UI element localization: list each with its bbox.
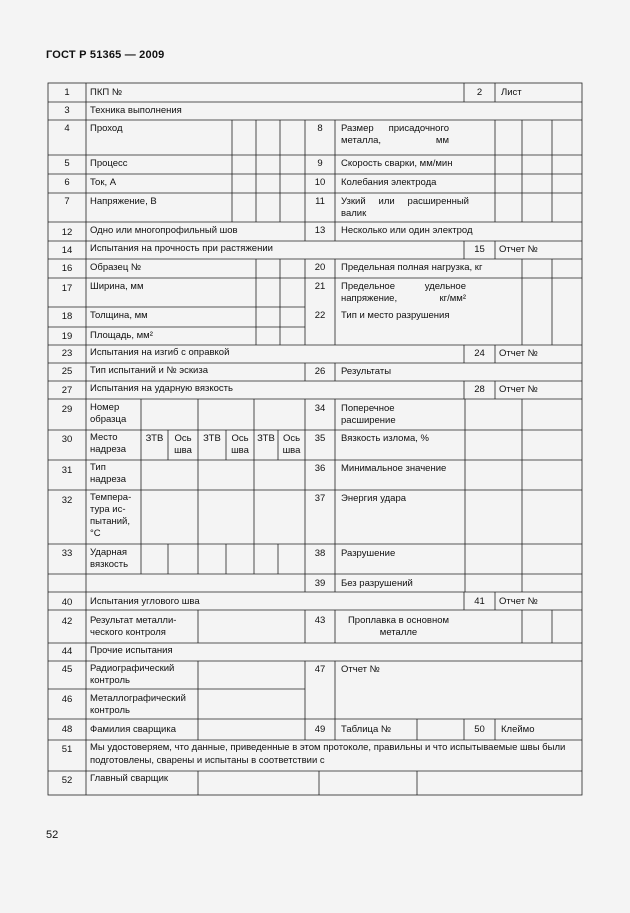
- row-number: 51: [61, 744, 73, 755]
- row-number: 4: [64, 123, 70, 134]
- field-label-no-fracture: Без разрушений: [341, 578, 413, 589]
- field-label-report-no: Отчет №: [341, 664, 380, 675]
- field-label-penetration: Проплавка в основном металле: [347, 615, 450, 638]
- field-label-seam-profile: Одно или многопрофильный шов: [90, 225, 238, 236]
- row-number: 34: [314, 403, 326, 414]
- field-label-notch-type: Тип надреза: [90, 462, 127, 485]
- row-number: 30: [61, 434, 73, 445]
- field-label-current: Ток, А: [90, 177, 117, 188]
- field-label-notch-location: Место надреза: [90, 432, 127, 455]
- row-number: 32: [61, 495, 73, 506]
- field-label-ultimate-load: Предельная полная нагрузка, кг: [341, 262, 483, 273]
- field-label-test-type-sketch: Тип испытаний и № эскиза: [90, 365, 209, 376]
- row-number: 27: [61, 385, 73, 396]
- row-number: 18: [61, 311, 73, 322]
- section-title-impact: Испытания на ударную вязкость: [90, 383, 233, 394]
- field-label-voltage: Напряжение, В: [90, 196, 157, 207]
- field-label-minimum-value: Минимальное значение: [341, 463, 447, 474]
- row-number: 25: [61, 366, 73, 377]
- certification-statement: Мы удостоверяем, что данные, приведенные в этом протоколе, правильны и что испытываемые швы были подготовлены, сварены и испытаны в соответствии с: [90, 742, 566, 766]
- row-number: 41: [474, 596, 485, 607]
- row-number: 29: [61, 404, 73, 415]
- row-number: 50: [474, 724, 485, 735]
- row-number: 2: [476, 87, 483, 98]
- section-title-tensile: Испытания на прочность при растяжении: [90, 243, 273, 254]
- row-number: 24: [474, 348, 485, 359]
- field-label-sheet: Лист: [501, 87, 522, 98]
- field-label-pass: Проход: [90, 123, 123, 134]
- field-label-report-no: Отчет №: [499, 348, 538, 359]
- row-number: 5: [64, 158, 70, 169]
- row-number: 38: [314, 548, 326, 559]
- row-number: 21: [314, 281, 326, 292]
- field-label-lateral-expansion: Поперечное расширение: [341, 403, 396, 426]
- field-label-impact-energy: Энергия удара: [341, 493, 407, 504]
- column-label-haz: ЗТВ: [203, 433, 221, 444]
- row-number: 22: [314, 310, 326, 321]
- row-number: 6: [64, 177, 70, 188]
- field-label-specimen-number: Номер образца: [90, 402, 127, 425]
- row-number: 39: [314, 578, 326, 589]
- field-label-thickness: Толщина, мм: [90, 310, 148, 321]
- field-label-impact-toughness: Ударная вязкость: [90, 547, 129, 570]
- field-label-fracture-type: Тип и место разрушения: [341, 310, 450, 321]
- row-number: 14: [61, 245, 73, 256]
- row-number: 49: [314, 724, 326, 735]
- field-label-report-no: Отчет №: [499, 244, 538, 255]
- column-label-haz: ЗТВ: [145, 433, 164, 444]
- field-label-radiographic: Радиографический контроль: [90, 663, 175, 686]
- field-label-pkp: ПКП №: [90, 87, 123, 98]
- column-label-weld-axis: Ось шва: [231, 433, 249, 456]
- field-label-technique: Техника выполнения: [90, 105, 182, 116]
- field-label-welder-name: Фамилия сварщика: [90, 724, 177, 735]
- field-label-electrode-count: Несколько или один электрод: [341, 225, 473, 236]
- row-number: 8: [317, 123, 323, 134]
- column-label-haz: ЗТВ: [257, 433, 275, 444]
- row-number: 12: [61, 227, 73, 238]
- field-label-test-temperature: Темпера-тура ис-пытаний, °С: [90, 492, 132, 539]
- row-number: 13: [314, 225, 326, 236]
- field-label-electrode-oscillation: Колебания электрода: [341, 177, 437, 188]
- row-number: 52: [61, 775, 73, 786]
- row-number: 33: [61, 548, 73, 559]
- field-label-width: Ширина, мм: [90, 281, 144, 292]
- field-label-fracture: Разрушение: [341, 548, 396, 559]
- field-label-table-no: Таблица №: [341, 724, 392, 735]
- row-number: 28: [474, 384, 485, 395]
- row-number: 17: [61, 283, 73, 294]
- field-label-chief-welder: Главный сварщик: [90, 773, 169, 784]
- row-number: 11: [315, 196, 325, 207]
- row-number: 45: [61, 664, 73, 675]
- page-number: 52: [46, 829, 59, 841]
- section-title-other-tests: Прочие испытания: [90, 645, 173, 656]
- row-number: 48: [61, 724, 73, 735]
- row-number: 19: [61, 331, 73, 342]
- field-label-welding-speed: Скорость сварки, мм/мин: [341, 158, 453, 169]
- field-label-metallographic: Металлографический контроль: [90, 693, 186, 716]
- row-number: 37: [314, 493, 326, 504]
- row-number: 20: [314, 262, 326, 273]
- row-number: 3: [64, 105, 70, 116]
- row-number: 46: [61, 694, 73, 705]
- field-label-results: Результаты: [341, 366, 392, 377]
- field-label-bead-type: Узкий или расширенный валик: [341, 196, 469, 219]
- row-number: 36: [314, 463, 326, 474]
- page-header: ГОСТ Р 51365 — 2009: [46, 49, 165, 61]
- row-number: 1: [64, 87, 70, 98]
- row-number: 15: [474, 244, 485, 255]
- row-number: 40: [61, 597, 73, 608]
- section-title-fillet-weld: Испытания углового шва: [90, 596, 200, 607]
- field-label-specimen-no: Образец №: [90, 262, 142, 273]
- section-title-bend-test: Испытания на изгиб с оправкой: [90, 347, 230, 358]
- row-number: 43: [314, 615, 326, 626]
- column-label-weld-axis: Ось шва: [282, 433, 301, 456]
- row-number: 10: [314, 177, 326, 188]
- column-label-weld-axis: Ось шва: [174, 433, 192, 456]
- row-number: 44: [61, 646, 73, 657]
- row-number: 7: [64, 196, 70, 207]
- row-number: 16: [61, 263, 73, 274]
- field-label-filler-size: Размер присадочного металла, мм: [341, 123, 449, 146]
- field-label-macro-result: Результат металли-ческого контроля: [90, 615, 177, 638]
- field-label-area: Площадь, мм²: [90, 330, 153, 341]
- field-label-report-no: Отчет №: [499, 384, 538, 395]
- field-label-ultimate-stress: Предельное удельное напряжение, кг/мм²: [341, 281, 466, 304]
- row-number: 35: [314, 433, 326, 444]
- row-number: 42: [61, 616, 73, 627]
- row-number: 9: [317, 158, 323, 169]
- field-label-process: Процесс: [90, 158, 128, 169]
- field-label-report-no: Отчет №: [499, 596, 538, 607]
- row-number: 23: [61, 348, 73, 359]
- field-label-stamp: Клеймо: [501, 724, 535, 735]
- row-number: 47: [314, 664, 326, 675]
- field-label-fracture-toughness: Вязкость излома, %: [341, 433, 429, 444]
- row-number: 31: [61, 465, 73, 476]
- row-number: 26: [314, 366, 326, 377]
